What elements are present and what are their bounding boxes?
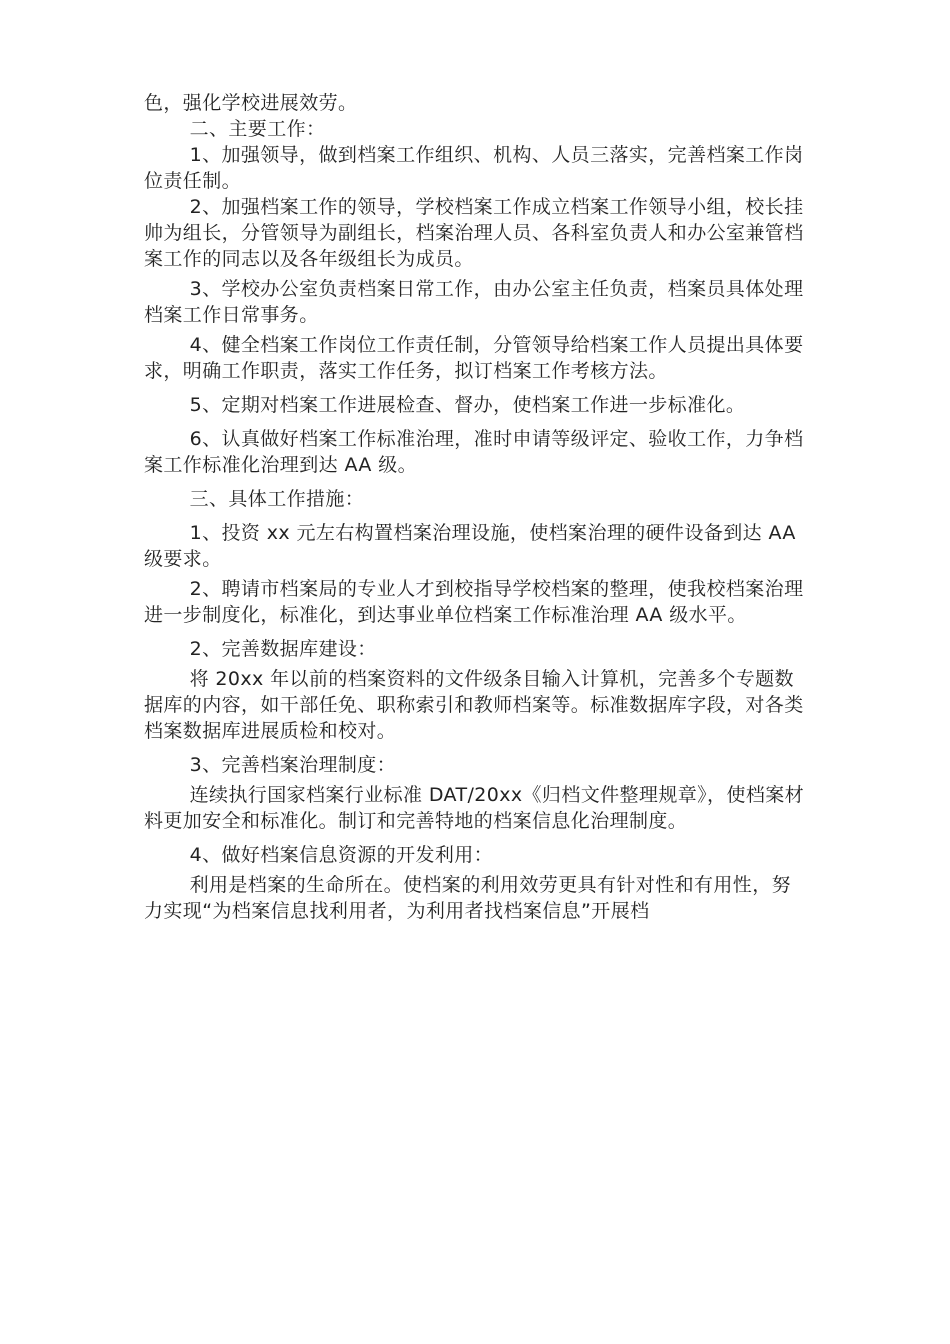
paragraph-item: 2、加强档案工作的领导，学校档案工作成立档案工作领导小组，校长挂帅为组长，分管领导为副组长，档案治理人员、各科室负责人和办公室兼管档案工作的同志以及各年级组长为成员。 — [144, 196, 804, 270]
section-heading-measures: 三、具体工作措施： — [189, 488, 365, 510]
paragraph-item: 连续执行国家档案行业标准 DAT/20xx《归档文件整理规章》，使档案材料更加安全和标准化。制订和完善特地的档案信息化治理制度。 — [144, 784, 805, 832]
paragraph-item: 5、定期对档案工作进展检查、督办，使档案工作进一步标准化。 — [189, 394, 746, 416]
paragraph-item: 4、健全档案工作岗位工作责任制，分管领导给档案工作人员提出具体要求，明确工作职责，落实工作任务，拟订档案工作考核方法。 — [144, 334, 804, 382]
paragraph-item: 将 20xx 年以前的档案资料的文件级条目输入计算机，完善多个专题数据库的内容，如干部任免、职称索引和教师档案等。标准数据库字段，对各类档案数据库进展质检和校对。 — [144, 668, 804, 742]
paragraph-item: 1、投资 xx 元左右构置档案治理设施，使档案治理的硬件设备到达 AA 级要求。 — [144, 522, 796, 570]
paragraph-continuation: 色，强化学校进展效劳。 — [144, 92, 358, 114]
subsection-heading-resource-use: 4、做好档案信息资源的开发利用： — [189, 844, 494, 866]
paragraph-item: 利用是档案的生命所在。使档案的利用效劳更具有针对性和有用性，努力实现“为档案信息找利用者，为利用者找档案信息”开展档 — [144, 874, 791, 922]
paragraph-item: 6、认真做好档案工作标准治理，准时申请等级评定、验收工作，力争档案工作标准化治理到达 AA 级。 — [144, 428, 804, 476]
subsection-heading-management-system: 3、完善档案治理制度： — [189, 754, 397, 776]
document-body — [144, 90, 809, 924]
paragraph-item: 3、学校办公室负责档案日常工作，由办公室主任负责，档案员具体处理档案工作日常事务。 — [144, 278, 804, 326]
paragraph-item: 2、聘请市档案局的专业人才到校指导学校档案的整理，使我校档案治理进一步制度化，标准化，到达事业单位档案工作标准治理 AA 级水平。 — [144, 578, 804, 626]
paragraph-item: 1、加强领导，做到档案工作组织、机构、人员三落实，完善档案工作岗位责任制。 — [144, 144, 804, 192]
section-heading-main-work: 二、主要工作： — [189, 118, 326, 140]
subsection-heading-database: 2、完善数据库建设： — [189, 638, 377, 660]
